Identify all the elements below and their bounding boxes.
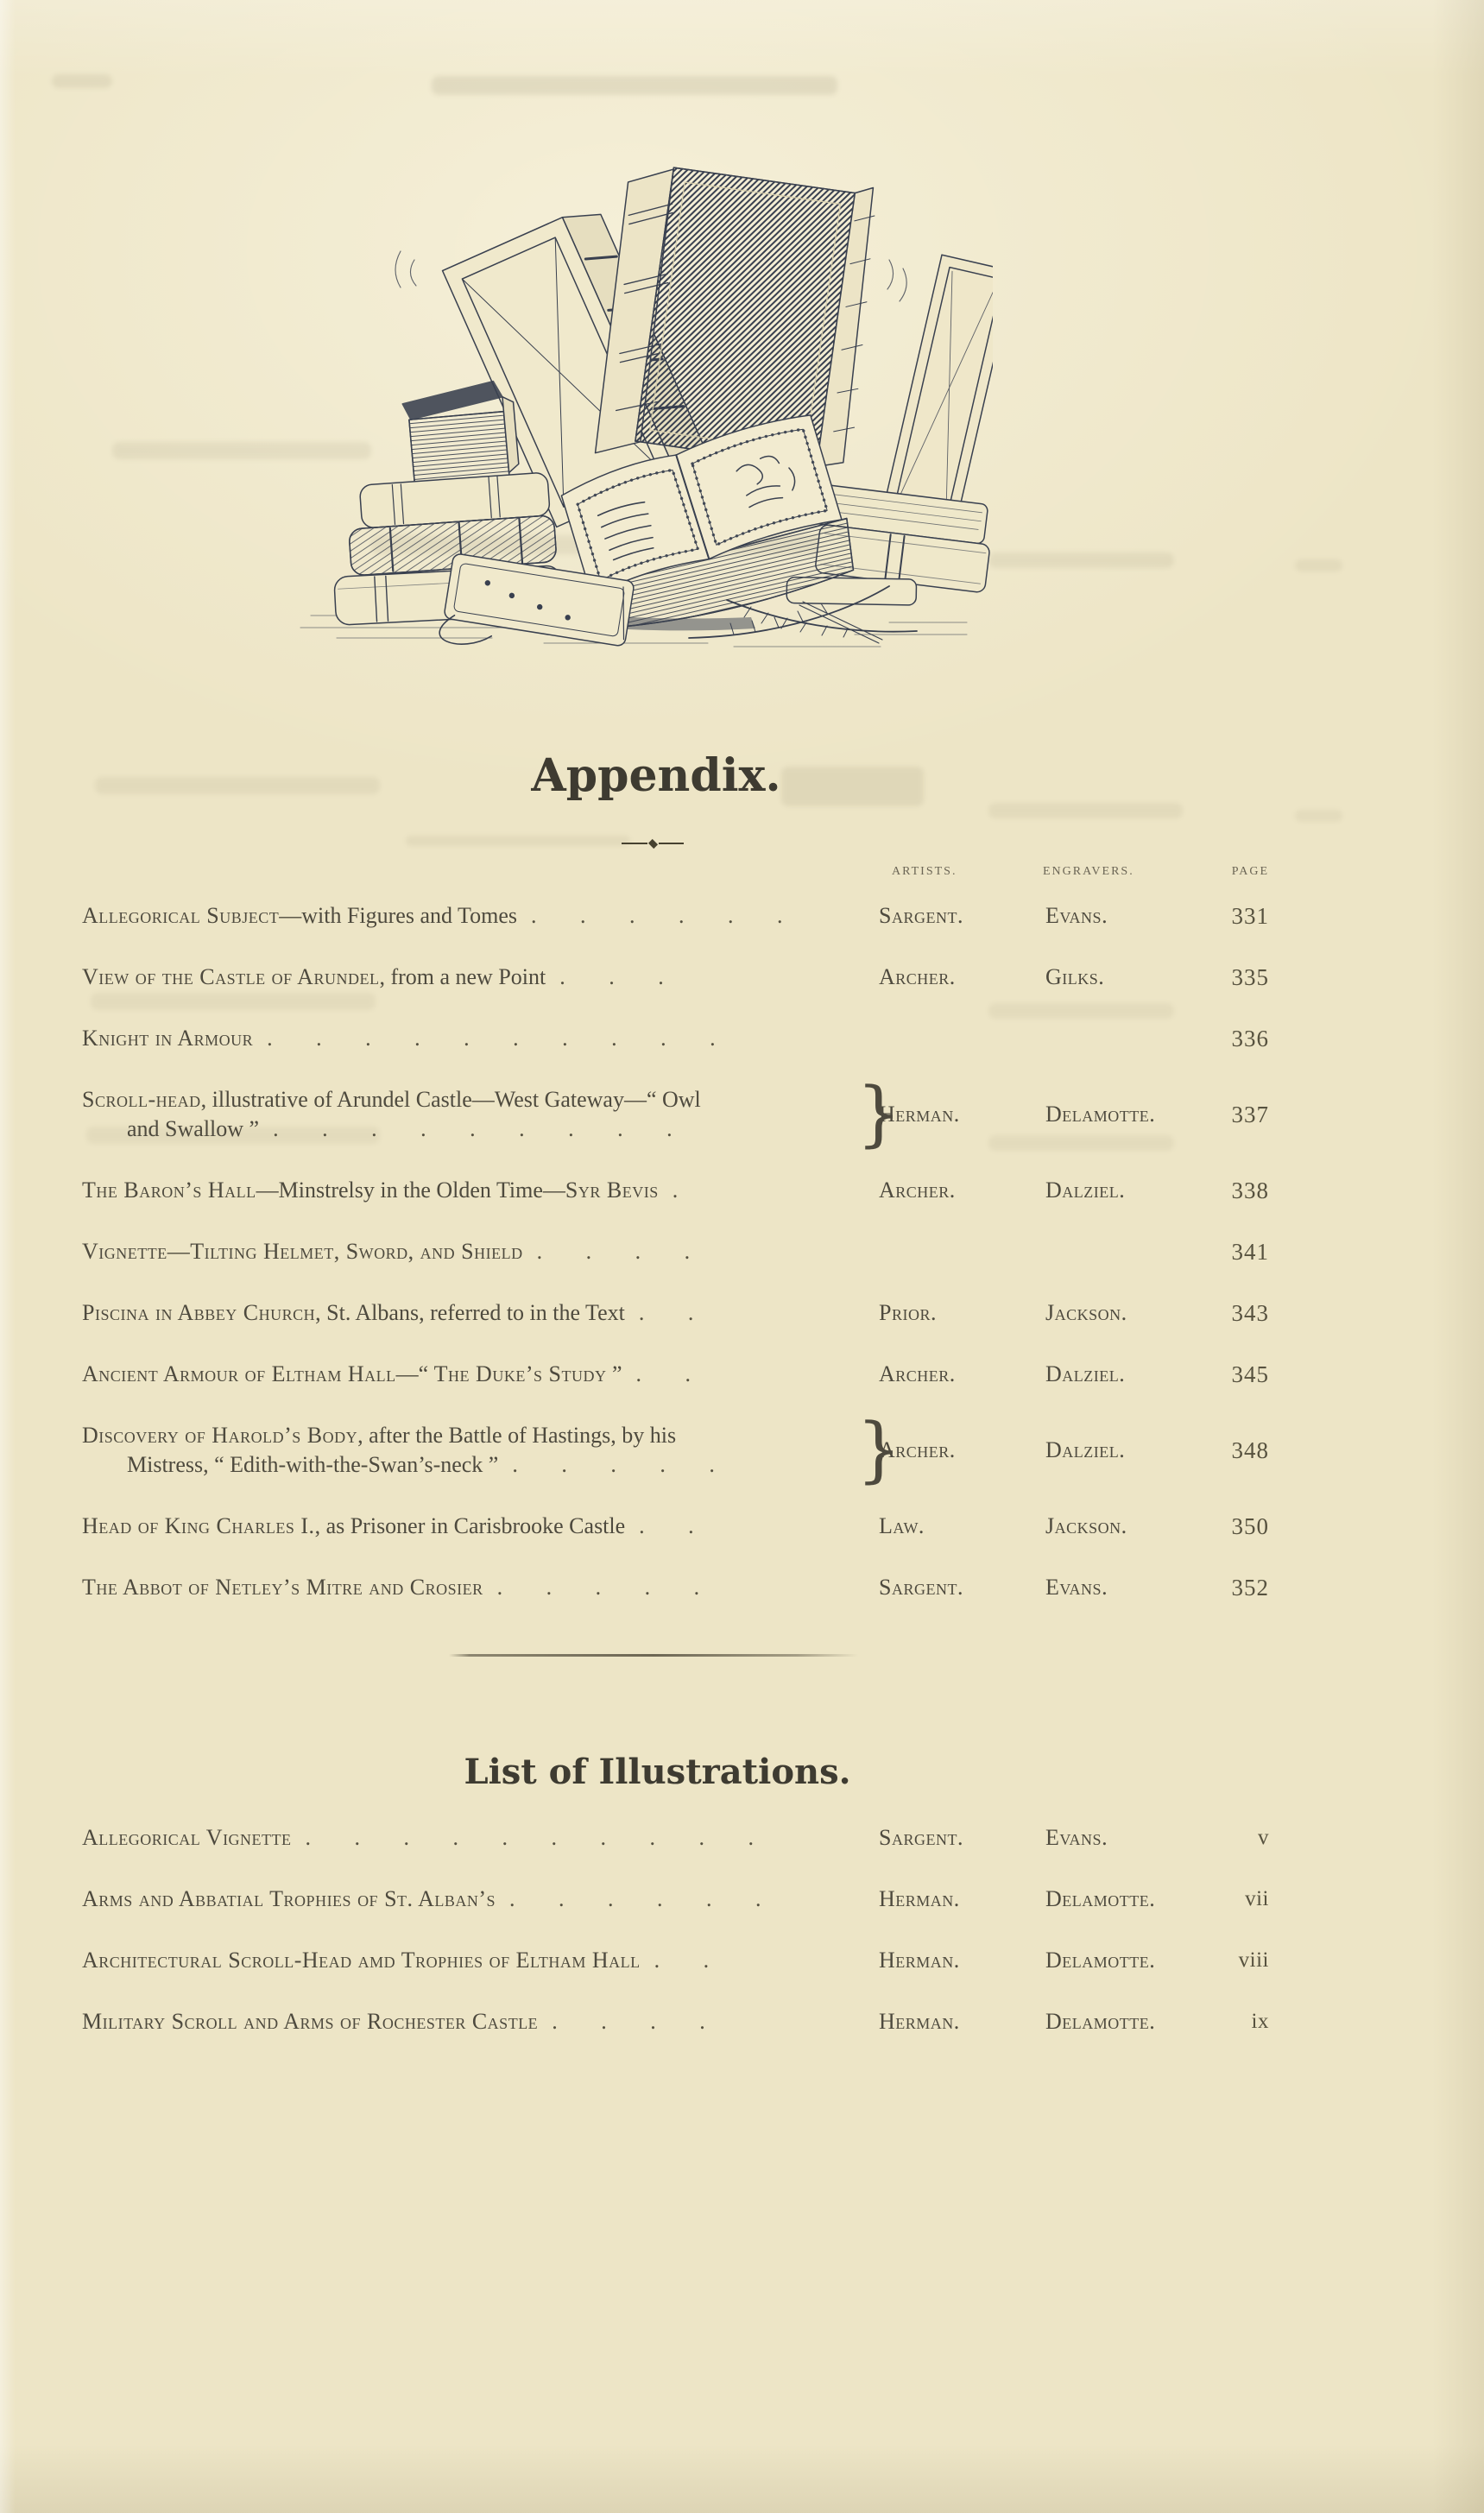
artist-name: Law. — [879, 1513, 925, 1538]
leader-dots: . . . . . — [512, 1452, 717, 1477]
page-number: ix — [1251, 2010, 1269, 2033]
list-entry-row — [82, 1823, 1269, 1853]
entry-title-segment: ” — [606, 1361, 622, 1386]
appendix-entry-row — [82, 1573, 1269, 1602]
bleed-through-smudge — [52, 74, 112, 88]
appendix-entry-row — [82, 1024, 1269, 1053]
entry-title-segment: —Minstrelsy in the Olden Time— — [256, 1178, 565, 1203]
engraver-name: Delamotte. — [1045, 1102, 1156, 1127]
artist-name: Herman. — [879, 1886, 960, 1911]
bleed-through-smudge — [988, 803, 1183, 818]
entry-title — [82, 1024, 1269, 1053]
artist-name: Herman. — [879, 2009, 960, 2034]
entry-title-segment: , from a new Point — [379, 964, 546, 989]
ornament-bar — [659, 843, 685, 844]
entry-title-segment: Arms and Abbatial Trophies of St. Alban’s — [82, 1886, 496, 1911]
column-header-page: PAGE — [1231, 865, 1269, 878]
page-number: vii — [1245, 1887, 1269, 1910]
entry-title — [82, 1237, 1269, 1266]
list-of-illustrations-title: List of Illustrations. — [464, 1752, 851, 1792]
appendix-entry-row — [82, 1237, 1269, 1266]
leader-dots: . . . . . . — [530, 903, 785, 928]
entry-title-segment: Scroll-head — [82, 1087, 201, 1112]
list-entry-row — [82, 2007, 1269, 2036]
page-number: 348 — [1231, 1437, 1269, 1463]
appendix-entries — [82, 901, 1269, 1602]
artist-name: Sargent. — [879, 1575, 963, 1600]
artist-name: Archer. — [879, 964, 956, 989]
page-number: 337 — [1231, 1102, 1269, 1127]
list-entry-row — [82, 1885, 1269, 1914]
engraver-name: Jackson. — [1045, 1513, 1127, 1538]
appendix-entry-row — [82, 901, 1269, 931]
entry-title-segment: —with Figures and Tomes — [279, 903, 517, 928]
page-number: 335 — [1231, 964, 1269, 990]
leader-dots: . . . . . . . . . . — [305, 1825, 756, 1850]
appendix-title: Appendix. — [531, 749, 781, 802]
entry-title-segment: The Abbot of Netley’s Mitre and Crosier — [82, 1575, 483, 1600]
artist-name: Sargent. — [879, 903, 963, 928]
leader-dots: . . . . . . — [509, 1886, 763, 1911]
ornament-bar — [622, 843, 647, 844]
page-number: 343 — [1231, 1300, 1269, 1326]
page-number: v — [1258, 1826, 1269, 1849]
leader-dots: . . — [654, 1948, 711, 1973]
page-number: 341 — [1231, 1239, 1269, 1265]
engraver-name: Dalziel. — [1045, 1437, 1126, 1462]
appendix-entry-row — [82, 1512, 1269, 1541]
engraver-name: Dalziel. — [1045, 1178, 1126, 1203]
page-number: viii — [1238, 1948, 1269, 1972]
artist-name: Sargent. — [879, 1825, 963, 1850]
entry-title-segment: The Baron’s Hall — [82, 1178, 256, 1203]
engraver-name: Evans. — [1045, 1575, 1108, 1600]
engraver-name: Evans. — [1045, 903, 1108, 928]
entry-title-segment: , illustrative of Arundel Castle—West Gateway—“ Owl — [200, 1087, 701, 1112]
ornament-divider — [622, 839, 684, 848]
entry-title-segment: Piscina in Abbey Church — [82, 1300, 316, 1325]
leader-dots: . . . . — [552, 2009, 707, 2034]
page-number: 336 — [1231, 1026, 1269, 1051]
engraver-name: Delamotte. — [1045, 1948, 1156, 1973]
leader-dots: . . — [639, 1513, 696, 1538]
entry-title-segment: and Swallow ” — [127, 1116, 260, 1141]
appendix-entry-row — [82, 1073, 1269, 1155]
appendix-entry-row — [82, 963, 1269, 992]
entry-title-segment: Syr Bevis — [565, 1178, 659, 1203]
entry-title-line — [82, 1237, 1269, 1266]
entry-title-segment: Military Scroll and Arms of Rochester Castle — [82, 2009, 539, 2034]
page-number: 352 — [1231, 1575, 1269, 1601]
books-vignette-illustration — [285, 157, 993, 651]
appendix-entry-row — [82, 1298, 1269, 1328]
bleed-through-smudge — [1295, 810, 1342, 822]
artist-name: Archer. — [879, 1178, 956, 1203]
entry-title-segment: , St. Albans, referred to in the Text — [315, 1300, 625, 1325]
entry-title-segment: View of the Castle of Arundel — [82, 964, 380, 989]
bleed-through-smudge — [1295, 559, 1342, 571]
entry-title-segment: Mistress, “ Edith-with-the-Swan’s-neck ” — [127, 1452, 499, 1477]
entry-title-segment: Knight in Armour — [82, 1026, 254, 1051]
entry-title-line — [82, 1024, 1269, 1053]
engraver-name: Gilks. — [1045, 964, 1105, 989]
column-headers — [82, 865, 1269, 886]
leader-dots: . . — [638, 1300, 696, 1325]
page-number: 345 — [1231, 1361, 1269, 1387]
list-entry-row — [82, 1946, 1269, 1975]
bleed-through-smudge — [406, 836, 630, 846]
leader-dots: . . . . . . . . . . — [267, 1026, 717, 1051]
entry-title-segment: The Duke’s Study — [433, 1361, 607, 1386]
bleed-through-smudge — [432, 76, 837, 95]
ornament-diamond-icon — [647, 838, 657, 848]
entry-title-segment: , after the Battle of Hastings, by his — [357, 1423, 677, 1448]
page-number: 350 — [1231, 1513, 1269, 1539]
appendix-entry-row — [82, 1360, 1269, 1389]
brace-glyph: } — [856, 1409, 902, 1491]
engraver-name: Evans. — [1045, 1825, 1108, 1850]
appendix-entry-row — [82, 1176, 1269, 1205]
page-number: 331 — [1231, 903, 1269, 929]
entry-title-segment: Architectural Scroll-Head amd Trophies of Eltham Hall — [82, 1948, 641, 1973]
artist-name: Archer. — [879, 1437, 956, 1462]
entry-title-segment: Allegorical Subject — [82, 903, 280, 928]
entry-title-segment: —“ — [395, 1361, 434, 1386]
engraver-name: Delamotte. — [1045, 2009, 1156, 2034]
column-header-engravers: ENGRAVERS. — [1043, 865, 1134, 878]
engraver-name: Jackson. — [1045, 1300, 1127, 1325]
artist-name: Prior. — [879, 1300, 937, 1325]
leader-dots: . . . . . — [496, 1575, 702, 1600]
leader-dots: . . . . — [536, 1239, 692, 1264]
entry-title-segment: Head of King Charles I. — [82, 1513, 315, 1538]
brace-glyph: } — [856, 1073, 902, 1155]
artist-name: Archer. — [879, 1361, 956, 1386]
section-divider — [449, 1654, 858, 1657]
leader-dots: . . . — [559, 964, 666, 989]
entry-title-segment: Ancient Armour of Eltham Hall — [82, 1361, 396, 1386]
leader-dots: . — [672, 1178, 680, 1203]
column-header-artists: ARTISTS. — [892, 865, 957, 878]
entry-title-segment: Discovery of Harold’s Body — [82, 1423, 358, 1448]
leader-dots: . . — [635, 1361, 692, 1386]
artist-name: Herman. — [879, 1948, 960, 1973]
leader-dots: . . . . . . . . . — [273, 1116, 674, 1141]
entry-title-segment: Allegorical Vignette — [82, 1825, 292, 1850]
entry-title-segment: Vignette—Tilting Helmet, Sword, and Shield — [82, 1239, 523, 1264]
list-of-illustrations-entries — [82, 1823, 1269, 2036]
entry-title-segment: , as Prisoner in Carisbrooke Castle — [314, 1513, 626, 1538]
bleed-through-smudge — [988, 552, 1174, 568]
engraver-name: Dalziel. — [1045, 1361, 1126, 1386]
page-number: 338 — [1231, 1178, 1269, 1203]
engraver-name: Delamotte. — [1045, 1886, 1156, 1911]
appendix-entry-row — [82, 1409, 1269, 1491]
artist-name: Herman. — [879, 1102, 960, 1127]
page-content — [82, 865, 1269, 2068]
